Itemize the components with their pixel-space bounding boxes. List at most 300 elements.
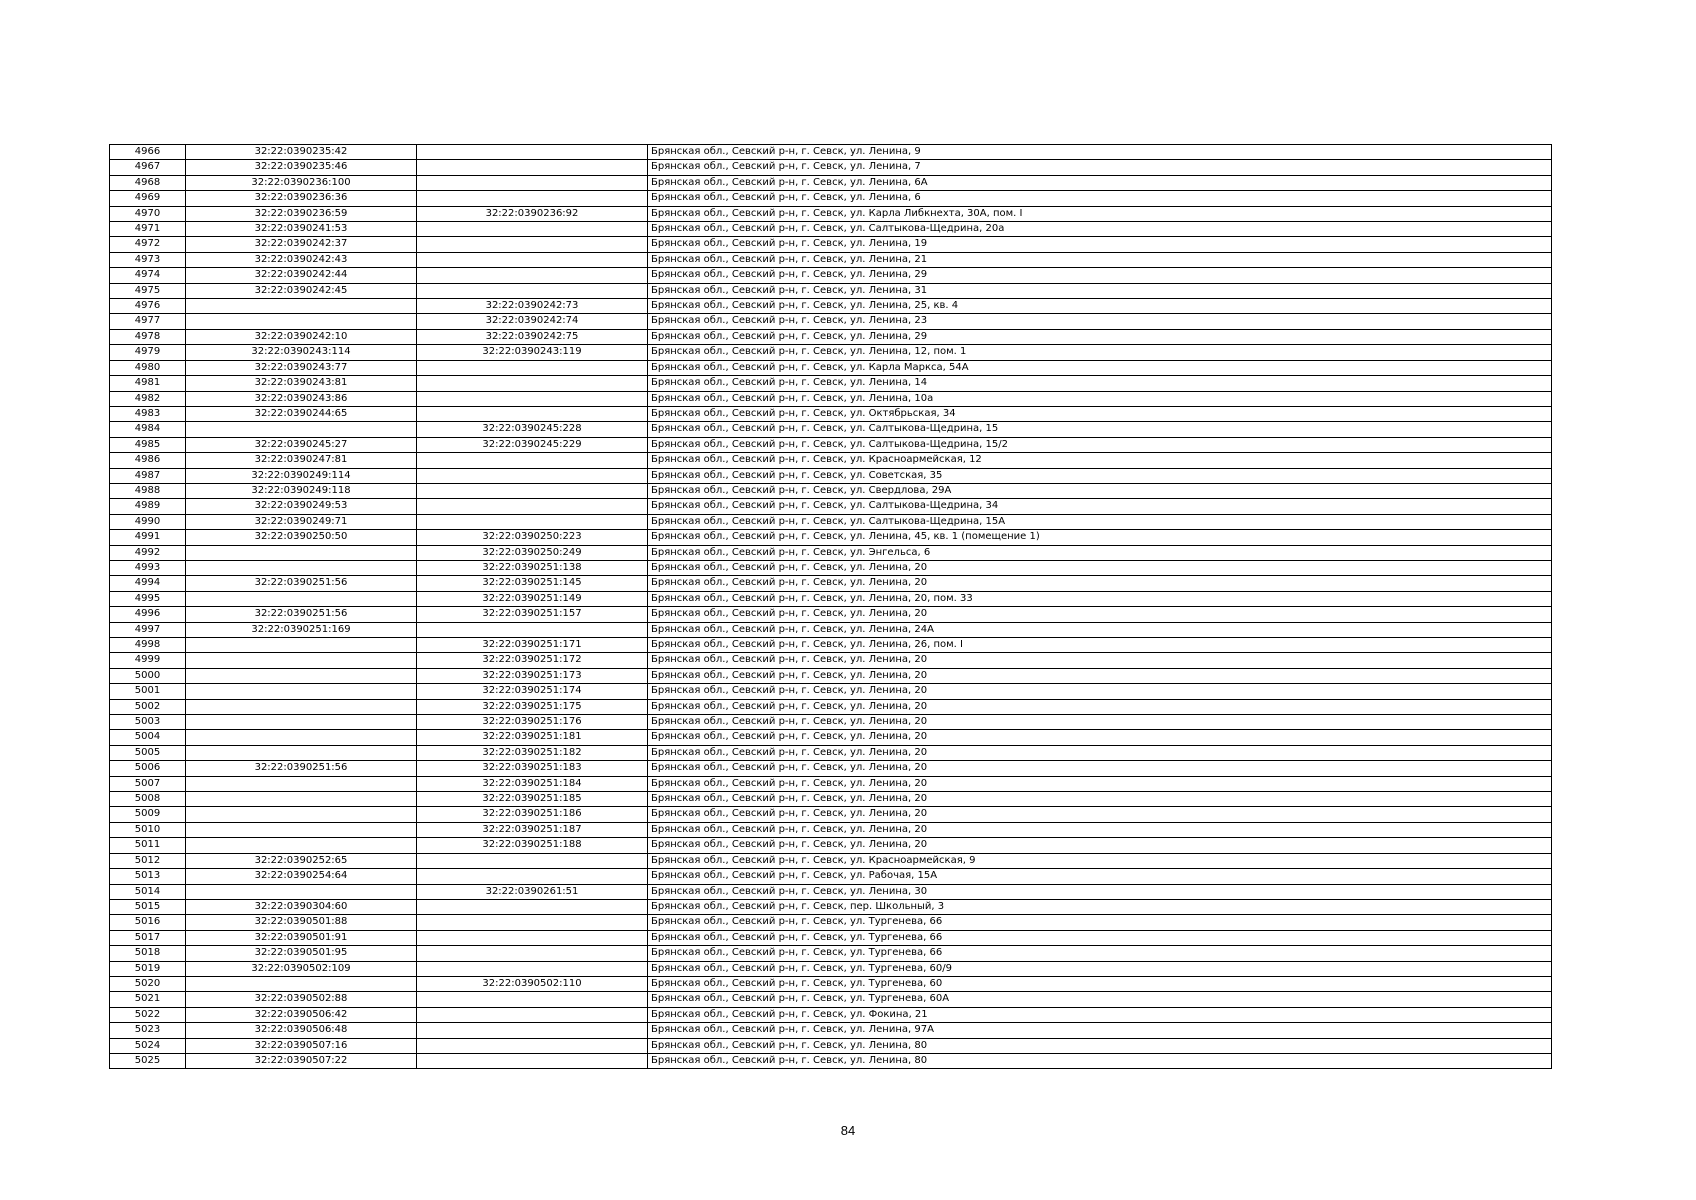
table-row xyxy=(110,1038,1552,1053)
linked-cadastral-number-cell: 32:22:0390251:185 xyxy=(417,792,648,807)
address-cell: Брянская обл., Севский р-н, г. Севск, ул. Ленина, 20 xyxy=(648,653,1552,668)
cadastral-number-cell: 32:22:0390251:169 xyxy=(186,622,417,637)
linked-cadastral-number-cell: 32:22:0390251:149 xyxy=(417,591,648,606)
cadastral-number-cell: 32:22:0390243:86 xyxy=(186,391,417,406)
table-row xyxy=(110,314,1552,329)
linked-cadastral-number-cell xyxy=(417,453,648,468)
address-cell: Брянская обл., Севский р-н, г. Севск, ул. Ленина, 20 xyxy=(648,684,1552,699)
cadastral-number-cell: 32:22:0390242:10 xyxy=(186,329,417,344)
row-number-cell: 5010 xyxy=(110,822,186,837)
row-number-cell: 4979 xyxy=(110,345,186,360)
table-row xyxy=(110,607,1552,622)
row-number-cell: 4983 xyxy=(110,406,186,421)
row-number-cell: 4986 xyxy=(110,453,186,468)
row-number-cell: 5014 xyxy=(110,884,186,899)
row-number-cell: 4985 xyxy=(110,437,186,452)
cadastral-number-cell: 32:22:0390506:42 xyxy=(186,1007,417,1022)
row-number-cell: 4968 xyxy=(110,175,186,190)
address-cell: Брянская обл., Севский р-н, г. Севск, ул. Тургенева, 66 xyxy=(648,915,1552,930)
row-number-cell: 5025 xyxy=(110,1053,186,1068)
address-cell: Брянская обл., Севский р-н, г. Севск, ул. Салтыкова-Щедрина, 15/2 xyxy=(648,437,1552,452)
table-row xyxy=(110,915,1552,930)
cadastral-number-cell xyxy=(186,638,417,653)
table-row xyxy=(110,499,1552,514)
linked-cadastral-number-cell xyxy=(417,252,648,267)
row-number-cell: 4991 xyxy=(110,530,186,545)
row-number-cell: 4977 xyxy=(110,314,186,329)
table-row xyxy=(110,946,1552,961)
table-row xyxy=(110,1023,1552,1038)
linked-cadastral-number-cell xyxy=(417,268,648,283)
cadastral-number-cell: 32:22:0390245:27 xyxy=(186,437,417,452)
table-row xyxy=(110,175,1552,190)
cadastral-number-cell: 32:22:0390251:56 xyxy=(186,607,417,622)
address-cell: Брянская обл., Севский р-н, г. Севск, ул. Ленина, 20 xyxy=(648,699,1552,714)
address-cell: Брянская обл., Севский р-н, г. Севск, ул. Ленина, 10а xyxy=(648,391,1552,406)
table-row xyxy=(110,622,1552,637)
cadastral-number-cell: 32:22:0390241:53 xyxy=(186,222,417,237)
row-number-cell: 4966 xyxy=(110,145,186,160)
row-number-cell: 4972 xyxy=(110,237,186,252)
address-cell: Брянская обл., Севский р-н, г. Севск, ул. Ленина, 20 xyxy=(648,668,1552,683)
row-number-cell: 5015 xyxy=(110,899,186,914)
row-number-cell: 5020 xyxy=(110,976,186,991)
cadastral-number-cell: 32:22:0390250:50 xyxy=(186,530,417,545)
address-cell: Брянская обл., Севский р-н, г. Севск, ул. Карла Либкнехта, 30А, пом. I xyxy=(648,206,1552,221)
address-cell: Брянская обл., Севский р-н, г. Севск, ул. Тургенева, 66 xyxy=(648,930,1552,945)
cadastral-number-cell: 32:22:0390249:114 xyxy=(186,468,417,483)
linked-cadastral-number-cell: 32:22:0390245:229 xyxy=(417,437,648,452)
table-row xyxy=(110,822,1552,837)
row-number-cell: 5007 xyxy=(110,776,186,791)
row-number-cell: 5005 xyxy=(110,745,186,760)
cadastral-number-cell xyxy=(186,684,417,699)
linked-cadastral-number-cell: 32:22:0390242:74 xyxy=(417,314,648,329)
table-body xyxy=(110,145,1552,1069)
table-row xyxy=(110,391,1552,406)
linked-cadastral-number-cell xyxy=(417,483,648,498)
row-number-cell: 5013 xyxy=(110,869,186,884)
cadastral-number-cell: 32:22:0390251:56 xyxy=(186,761,417,776)
table-row xyxy=(110,560,1552,575)
table-row xyxy=(110,345,1552,360)
linked-cadastral-number-cell xyxy=(417,160,648,175)
linked-cadastral-number-cell xyxy=(417,1053,648,1068)
row-number-cell: 5016 xyxy=(110,915,186,930)
linked-cadastral-number-cell xyxy=(417,175,648,190)
address-cell: Брянская обл., Севский р-н, г. Севск, ул. Октябрьская, 34 xyxy=(648,406,1552,421)
address-cell: Брянская обл., Севский р-н, г. Севск, ул. Ленина, 9 xyxy=(648,145,1552,160)
linked-cadastral-number-cell: 32:22:0390251:174 xyxy=(417,684,648,699)
cadastral-number-cell: 32:22:0390242:43 xyxy=(186,252,417,267)
linked-cadastral-number-cell: 32:22:0390251:181 xyxy=(417,730,648,745)
table-row xyxy=(110,992,1552,1007)
row-number-cell: 4976 xyxy=(110,299,186,314)
table-row xyxy=(110,545,1552,560)
linked-cadastral-number-cell xyxy=(417,376,648,391)
address-cell: Брянская обл., Севский р-н, г. Севск, ул. Красноармейская, 12 xyxy=(648,453,1552,468)
table-row xyxy=(110,730,1552,745)
row-number-cell: 4993 xyxy=(110,560,186,575)
row-number-cell: 4984 xyxy=(110,422,186,437)
row-number-cell: 5012 xyxy=(110,853,186,868)
linked-cadastral-number-cell: 32:22:0390502:110 xyxy=(417,976,648,991)
address-cell: Брянская обл., Севский р-н, г. Севск, ул. Ленина, 14 xyxy=(648,376,1552,391)
linked-cadastral-number-cell xyxy=(417,930,648,945)
linked-cadastral-number-cell: 32:22:0390242:75 xyxy=(417,329,648,344)
linked-cadastral-number-cell: 32:22:0390251:187 xyxy=(417,822,648,837)
linked-cadastral-number-cell xyxy=(417,899,648,914)
table-row xyxy=(110,792,1552,807)
address-cell: Брянская обл., Севский р-н, г. Севск, ул. Энгельса, 6 xyxy=(648,545,1552,560)
cadastral-number-cell: 32:22:0390501:95 xyxy=(186,946,417,961)
row-number-cell: 5022 xyxy=(110,1007,186,1022)
cadastral-number-cell: 32:22:0390235:42 xyxy=(186,145,417,160)
row-number-cell: 5002 xyxy=(110,699,186,714)
cadastral-number-cell: 32:22:0390249:71 xyxy=(186,514,417,529)
table-row xyxy=(110,191,1552,206)
table-row xyxy=(110,869,1552,884)
table-row xyxy=(110,299,1552,314)
linked-cadastral-number-cell: 32:22:0390251:171 xyxy=(417,638,648,653)
row-number-cell: 5006 xyxy=(110,761,186,776)
linked-cadastral-number-cell xyxy=(417,915,648,930)
address-cell: Брянская обл., Севский р-н, г. Севск, ул. Ленина, 20 xyxy=(648,715,1552,730)
address-cell: Брянская обл., Севский р-н, г. Севск, ул. Красноармейская, 9 xyxy=(648,853,1552,868)
cadastral-number-cell xyxy=(186,668,417,683)
cadastral-number-cell: 32:22:0390506:48 xyxy=(186,1023,417,1038)
table-row xyxy=(110,684,1552,699)
table-row xyxy=(110,422,1552,437)
cadastral-number-cell: 32:22:0390304:60 xyxy=(186,899,417,914)
address-cell: Брянская обл., Севский р-н, г. Севск, ул. Ленина, 21 xyxy=(648,252,1552,267)
linked-cadastral-number-cell: 32:22:0390236:92 xyxy=(417,206,648,221)
row-number-cell: 5001 xyxy=(110,684,186,699)
row-number-cell: 4988 xyxy=(110,483,186,498)
row-number-cell: 4969 xyxy=(110,191,186,206)
address-cell: Брянская обл., Севский р-н, г. Севск, ул. Ленина, 20 xyxy=(648,776,1552,791)
address-cell: Брянская обл., Севский р-н, г. Севск, ул. Ленина, 12, пом. 1 xyxy=(648,345,1552,360)
address-cell: Брянская обл., Севский р-н, г. Севск, ул. Ленина, 29 xyxy=(648,268,1552,283)
address-cell: Брянская обл., Севский р-н, г. Севск, ул. Ленина, 97А xyxy=(648,1023,1552,1038)
cadastral-number-cell: 32:22:0390242:45 xyxy=(186,283,417,298)
table-row xyxy=(110,638,1552,653)
linked-cadastral-number-cell xyxy=(417,468,648,483)
row-number-cell: 5011 xyxy=(110,838,186,853)
table-row xyxy=(110,761,1552,776)
cadastral-number-cell: 32:22:0390501:88 xyxy=(186,915,417,930)
linked-cadastral-number-cell xyxy=(417,1038,648,1053)
address-cell: Брянская обл., Севский р-н, г. Севск, ул. Рабочая, 15А xyxy=(648,869,1552,884)
cadastral-number-cell: 32:22:0390242:37 xyxy=(186,237,417,252)
linked-cadastral-number-cell: 32:22:0390243:119 xyxy=(417,345,648,360)
table-row xyxy=(110,745,1552,760)
row-number-cell: 4973 xyxy=(110,252,186,267)
cadastral-number-cell xyxy=(186,699,417,714)
table-row xyxy=(110,1053,1552,1068)
table-row xyxy=(110,283,1552,298)
table-row xyxy=(110,853,1552,868)
cadastral-number-cell: 32:22:0390243:114 xyxy=(186,345,417,360)
address-cell: Брянская обл., Севский р-н, г. Севск, ул. Тургенева, 60 xyxy=(648,976,1552,991)
linked-cadastral-number-cell xyxy=(417,406,648,421)
linked-cadastral-number-cell: 32:22:0390251:175 xyxy=(417,699,648,714)
address-cell: Брянская обл., Севский р-н, г. Севск, ул. Ленина, 20 xyxy=(648,730,1552,745)
cadastral-number-cell: 32:22:0390247:81 xyxy=(186,453,417,468)
table-row xyxy=(110,976,1552,991)
table-row xyxy=(110,329,1552,344)
row-number-cell: 4981 xyxy=(110,376,186,391)
linked-cadastral-number-cell xyxy=(417,145,648,160)
cadastral-number-cell: 32:22:0390507:22 xyxy=(186,1053,417,1068)
cadastral-number-cell xyxy=(186,653,417,668)
table-row xyxy=(110,530,1552,545)
cadastral-number-cell xyxy=(186,591,417,606)
address-cell: Брянская обл., Севский р-н, г. Севск, ул. Салтыкова-Щедрина, 34 xyxy=(648,499,1552,514)
linked-cadastral-number-cell xyxy=(417,869,648,884)
address-cell: Брянская обл., Севский р-н, г. Севск, ул. Ленина, 30 xyxy=(648,884,1552,899)
cadastral-number-cell xyxy=(186,314,417,329)
cadastral-number-cell xyxy=(186,838,417,853)
table-row xyxy=(110,453,1552,468)
table-row xyxy=(110,930,1552,945)
table-row xyxy=(110,653,1552,668)
address-cell: Брянская обл., Севский р-н, г. Севск, ул. Ленина, 20 xyxy=(648,560,1552,575)
row-number-cell: 5019 xyxy=(110,961,186,976)
row-number-cell: 5009 xyxy=(110,807,186,822)
linked-cadastral-number-cell xyxy=(417,514,648,529)
address-cell: Брянская обл., Севский р-н, г. Севск, ул. Ленина, 20 xyxy=(648,807,1552,822)
address-cell: Брянская обл., Севский р-н, г. Севск, ул. Ленина, 80 xyxy=(648,1053,1552,1068)
linked-cadastral-number-cell xyxy=(417,391,648,406)
cadastral-number-cell: 32:22:0390249:118 xyxy=(186,483,417,498)
address-cell: Брянская обл., Севский р-н, г. Севск, ул. Ленина, 20 xyxy=(648,792,1552,807)
address-cell: Брянская обл., Севский р-н, г. Севск, ул. Тургенева, 60/9 xyxy=(648,961,1552,976)
cadastral-number-cell: 32:22:0390252:65 xyxy=(186,853,417,868)
table-row xyxy=(110,668,1552,683)
row-number-cell: 4987 xyxy=(110,468,186,483)
table-row xyxy=(110,222,1552,237)
address-cell: Брянская обл., Севский р-н, г. Севск, ул. Ленина, 23 xyxy=(648,314,1552,329)
address-cell: Брянская обл., Севский р-н, г. Севск, ул. Салтыкова-Щедрина, 15 xyxy=(648,422,1552,437)
address-cell: Брянская обл., Севский р-н, г. Севск, ул. Ленина, 20 xyxy=(648,576,1552,591)
row-number-cell: 4970 xyxy=(110,206,186,221)
linked-cadastral-number-cell: 32:22:0390251:182 xyxy=(417,745,648,760)
address-cell: Брянская обл., Севский р-н, г. Севск, ул. Ленина, 31 xyxy=(648,283,1552,298)
cadastral-number-cell: 32:22:0390236:36 xyxy=(186,191,417,206)
address-cell: Брянская обл., Севский р-н, г. Севск, ул. Ленина, 7 xyxy=(648,160,1552,175)
cadastral-number-cell: 32:22:0390249:53 xyxy=(186,499,417,514)
linked-cadastral-number-cell xyxy=(417,853,648,868)
row-number-cell: 4997 xyxy=(110,622,186,637)
address-cell: Брянская обл., Севский р-н, г. Севск, ул. Ленина, 26, пом. I xyxy=(648,638,1552,653)
cadastral-number-cell xyxy=(186,545,417,560)
linked-cadastral-number-cell xyxy=(417,946,648,961)
linked-cadastral-number-cell: 32:22:0390251:157 xyxy=(417,607,648,622)
cadastral-number-cell xyxy=(186,807,417,822)
linked-cadastral-number-cell: 32:22:0390251:184 xyxy=(417,776,648,791)
row-number-cell: 4989 xyxy=(110,499,186,514)
cadastral-number-cell: 32:22:0390501:91 xyxy=(186,930,417,945)
address-cell: Брянская обл., Севский р-н, г. Севск, ул. Ленина, 25, кв. 4 xyxy=(648,299,1552,314)
row-number-cell: 4982 xyxy=(110,391,186,406)
row-number-cell: 4978 xyxy=(110,329,186,344)
linked-cadastral-number-cell: 32:22:0390251:188 xyxy=(417,838,648,853)
linked-cadastral-number-cell xyxy=(417,622,648,637)
cadastral-number-cell xyxy=(186,792,417,807)
row-number-cell: 4995 xyxy=(110,591,186,606)
table-row xyxy=(110,406,1552,421)
address-cell: Брянская обл., Севский р-н, г. Севск, ул. Ленина, 80 xyxy=(648,1038,1552,1053)
address-cell: Брянская обл., Севский р-н, г. Севск, ул. Салтыкова-Щедрина, 15А xyxy=(648,514,1552,529)
linked-cadastral-number-cell: 32:22:0390261:51 xyxy=(417,884,648,899)
linked-cadastral-number-cell xyxy=(417,499,648,514)
linked-cadastral-number-cell xyxy=(417,360,648,375)
address-cell: Брянская обл., Севский р-н, г. Севск, ул. Ленина, 20 xyxy=(648,745,1552,760)
cadastral-number-cell xyxy=(186,560,417,575)
table-row xyxy=(110,160,1552,175)
row-number-cell: 4992 xyxy=(110,545,186,560)
linked-cadastral-number-cell: 32:22:0390250:223 xyxy=(417,530,648,545)
table-row xyxy=(110,899,1552,914)
cadastral-number-cell: 32:22:0390243:81 xyxy=(186,376,417,391)
cadastral-number-cell: 32:22:0390244:65 xyxy=(186,406,417,421)
linked-cadastral-number-cell xyxy=(417,1023,648,1038)
cadastral-number-cell: 32:22:0390254:64 xyxy=(186,869,417,884)
address-cell: Брянская обл., Севский р-н, г. Севск, ул. Ленина, 24А xyxy=(648,622,1552,637)
property-registry-table xyxy=(109,144,1552,1069)
cadastral-number-cell: 32:22:0390502:88 xyxy=(186,992,417,1007)
address-cell: Брянская обл., Севский р-н, г. Севск, ул. Ленина, 6 xyxy=(648,191,1552,206)
linked-cadastral-number-cell: 32:22:0390251:186 xyxy=(417,807,648,822)
address-cell: Брянская обл., Севский р-н, г. Севск, ул. Ленина, 6А xyxy=(648,175,1552,190)
cadastral-number-cell: 32:22:0390251:56 xyxy=(186,576,417,591)
address-cell: Брянская обл., Севский р-н, г. Севск, ул. Ленина, 20 xyxy=(648,607,1552,622)
address-cell: Брянская обл., Севский р-н, г. Севск, ул. Свердлова, 29А xyxy=(648,483,1552,498)
table-row xyxy=(110,468,1552,483)
page-number: 84 xyxy=(840,1123,856,1138)
cadastral-number-cell xyxy=(186,730,417,745)
table-row xyxy=(110,145,1552,160)
table-row xyxy=(110,576,1552,591)
cadastral-number-cell xyxy=(186,715,417,730)
row-number-cell: 4998 xyxy=(110,638,186,653)
address-cell: Брянская обл., Севский р-н, г. Севск, пер. Школьный, 3 xyxy=(648,899,1552,914)
linked-cadastral-number-cell xyxy=(417,992,648,1007)
table-row xyxy=(110,268,1552,283)
row-number-cell: 4971 xyxy=(110,222,186,237)
table-row xyxy=(110,838,1552,853)
cadastral-number-cell xyxy=(186,745,417,760)
row-number-cell: 4994 xyxy=(110,576,186,591)
linked-cadastral-number-cell xyxy=(417,961,648,976)
address-cell: Брянская обл., Севский р-н, г. Севск, ул. Тургенева, 60А xyxy=(648,992,1552,1007)
row-number-cell: 4999 xyxy=(110,653,186,668)
cadastral-number-cell xyxy=(186,299,417,314)
linked-cadastral-number-cell: 32:22:0390251:138 xyxy=(417,560,648,575)
address-cell: Брянская обл., Севский р-н, г. Севск, ул. Тургенева, 66 xyxy=(648,946,1552,961)
linked-cadastral-number-cell: 32:22:0390251:173 xyxy=(417,668,648,683)
address-cell: Брянская обл., Севский р-н, г. Севск, ул. Советская, 35 xyxy=(648,468,1552,483)
linked-cadastral-number-cell: 32:22:0390245:228 xyxy=(417,422,648,437)
cadastral-number-cell xyxy=(186,884,417,899)
linked-cadastral-number-cell xyxy=(417,191,648,206)
address-cell: Брянская обл., Севский р-н, г. Севск, ул. Салтыкова-Щедрина, 20а xyxy=(648,222,1552,237)
table-row xyxy=(110,237,1552,252)
cadastral-number-cell: 32:22:0390235:46 xyxy=(186,160,417,175)
cadastral-number-cell xyxy=(186,422,417,437)
table-row xyxy=(110,591,1552,606)
address-cell: Брянская обл., Севский р-н, г. Севск, ул. Карла Маркса, 54А xyxy=(648,360,1552,375)
linked-cadastral-number-cell: 32:22:0390251:183 xyxy=(417,761,648,776)
linked-cadastral-number-cell xyxy=(417,283,648,298)
row-number-cell: 5003 xyxy=(110,715,186,730)
table-row xyxy=(110,884,1552,899)
table-row xyxy=(110,715,1552,730)
cadastral-number-cell: 32:22:0390236:100 xyxy=(186,175,417,190)
address-cell: Брянская обл., Севский р-н, г. Севск, ул. Ленина, 20 xyxy=(648,838,1552,853)
cadastral-number-cell xyxy=(186,776,417,791)
linked-cadastral-number-cell xyxy=(417,222,648,237)
cadastral-number-cell xyxy=(186,822,417,837)
linked-cadastral-number-cell xyxy=(417,237,648,252)
row-number-cell: 5008 xyxy=(110,792,186,807)
table-row xyxy=(110,360,1552,375)
table-row xyxy=(110,514,1552,529)
linked-cadastral-number-cell: 32:22:0390251:176 xyxy=(417,715,648,730)
address-cell: Брянская обл., Севский р-н, г. Севск, ул. Фокина, 21 xyxy=(648,1007,1552,1022)
cadastral-number-cell: 32:22:0390242:44 xyxy=(186,268,417,283)
cadastral-number-cell: 32:22:0390502:109 xyxy=(186,961,417,976)
address-cell: Брянская обл., Севский р-н, г. Севск, ул. Ленина, 20, пом. 33 xyxy=(648,591,1552,606)
linked-cadastral-number-cell: 32:22:0390251:145 xyxy=(417,576,648,591)
cadastral-number-cell: 32:22:0390507:16 xyxy=(186,1038,417,1053)
table-row xyxy=(110,1007,1552,1022)
table-row xyxy=(110,376,1552,391)
cadastral-number-cell: 32:22:0390243:77 xyxy=(186,360,417,375)
table-row xyxy=(110,776,1552,791)
table-row xyxy=(110,437,1552,452)
address-cell: Брянская обл., Севский р-н, г. Севск, ул. Ленина, 19 xyxy=(648,237,1552,252)
row-number-cell: 4990 xyxy=(110,514,186,529)
table-row xyxy=(110,961,1552,976)
address-cell: Брянская обл., Севский р-н, г. Севск, ул. Ленина, 45, кв. 1 (помещение 1) xyxy=(648,530,1552,545)
table-row xyxy=(110,807,1552,822)
row-number-cell: 4975 xyxy=(110,283,186,298)
linked-cadastral-number-cell xyxy=(417,1007,648,1022)
row-number-cell: 5024 xyxy=(110,1038,186,1053)
row-number-cell: 4980 xyxy=(110,360,186,375)
address-cell: Брянская обл., Севский р-н, г. Севск, ул. Ленина, 20 xyxy=(648,822,1552,837)
table-row xyxy=(110,699,1552,714)
row-number-cell: 5000 xyxy=(110,668,186,683)
cadastral-number-cell xyxy=(186,976,417,991)
row-number-cell: 5023 xyxy=(110,1023,186,1038)
cadastral-number-cell: 32:22:0390236:59 xyxy=(186,206,417,221)
row-number-cell: 4974 xyxy=(110,268,186,283)
table-row xyxy=(110,483,1552,498)
linked-cadastral-number-cell: 32:22:0390242:73 xyxy=(417,299,648,314)
address-cell: Брянская обл., Севский р-н, г. Севск, ул. Ленина, 29 xyxy=(648,329,1552,344)
row-number-cell: 4996 xyxy=(110,607,186,622)
table-row xyxy=(110,252,1552,267)
linked-cadastral-number-cell: 32:22:0390251:172 xyxy=(417,653,648,668)
linked-cadastral-number-cell: 32:22:0390250:249 xyxy=(417,545,648,560)
row-number-cell: 5018 xyxy=(110,946,186,961)
row-number-cell: 5004 xyxy=(110,730,186,745)
address-cell: Брянская обл., Севский р-н, г. Севск, ул. Ленина, 20 xyxy=(648,761,1552,776)
table-row xyxy=(110,206,1552,221)
